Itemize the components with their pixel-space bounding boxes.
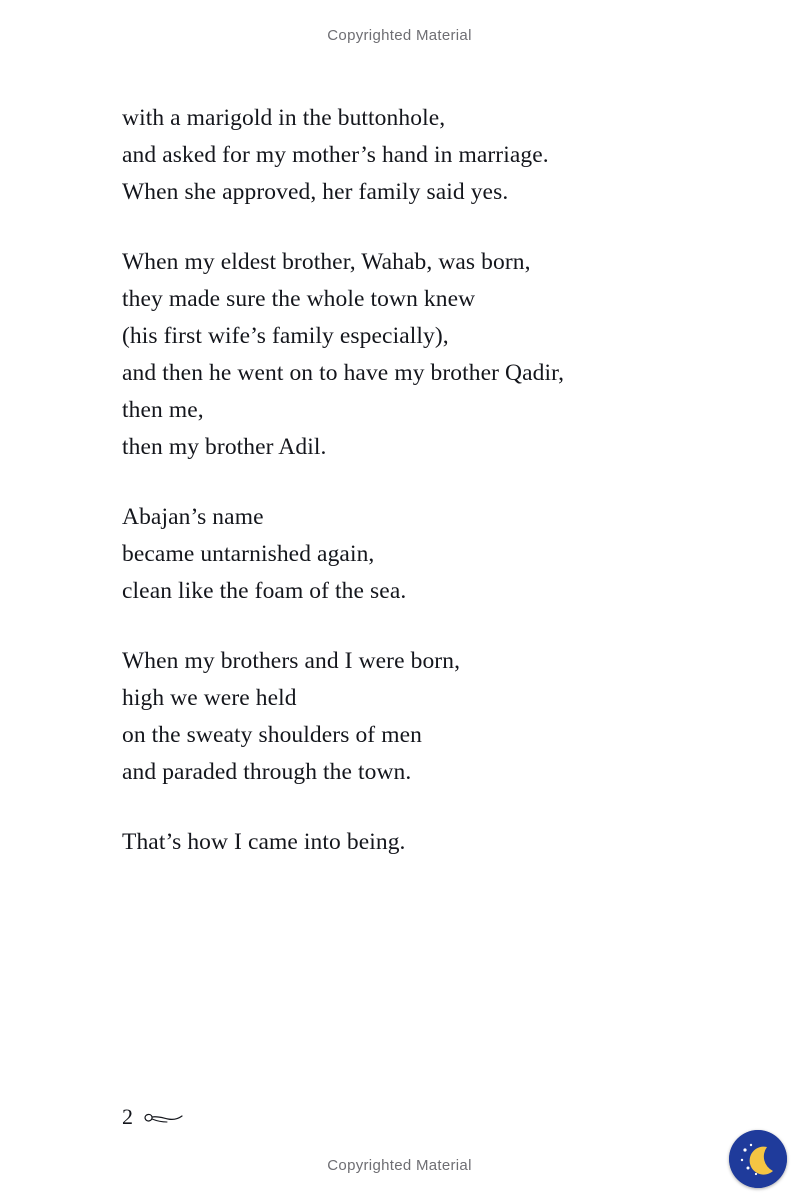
poem-line: then my brother Adil. xyxy=(122,434,327,460)
poem-line: (his first wife’s family especially), xyxy=(122,323,449,349)
poem-line: high we were held xyxy=(122,685,297,711)
poem-line: clean like the foam of the sea. xyxy=(122,578,407,604)
poem-line: When my eldest brother, Wahab, was born, xyxy=(122,249,531,275)
poem-line: and paraded through the town. xyxy=(122,759,412,785)
poem-line: they made sure the whole town knew xyxy=(122,286,476,312)
poem-line: became untarnished again, xyxy=(122,541,375,567)
stanza xyxy=(122,643,682,791)
poem-line: When my brothers and I were born, xyxy=(122,648,461,674)
poem-line: When she approved, her family said yes. xyxy=(122,179,509,205)
page-number: 2 xyxy=(122,1104,133,1129)
poem-line: on the sweaty shoulders of men xyxy=(122,722,422,748)
poem-line: Abajan’s name xyxy=(122,504,264,530)
poem-line: and asked for my mother’s hand in marriage. xyxy=(122,142,549,168)
stanza xyxy=(122,244,682,466)
stanza xyxy=(122,100,682,211)
folio xyxy=(122,1104,185,1130)
poem-line: and then he went on to have my brother Qadir, xyxy=(122,360,565,386)
moon-stars-icon[interactable] xyxy=(729,1130,787,1188)
poem-line: then me, xyxy=(122,397,204,423)
copyright-watermark-bottom: Copyrighted Material xyxy=(327,1157,472,1174)
swirl-ornament-icon xyxy=(139,1106,185,1128)
poem-line: That’s how I came into being. xyxy=(122,829,406,855)
stanza xyxy=(122,824,682,861)
stanza xyxy=(122,499,682,610)
poem-body xyxy=(122,100,682,894)
copyright-watermark-top: Copyrighted Material xyxy=(327,27,472,44)
poem-line: with a marigold in the buttonhole, xyxy=(122,105,446,131)
